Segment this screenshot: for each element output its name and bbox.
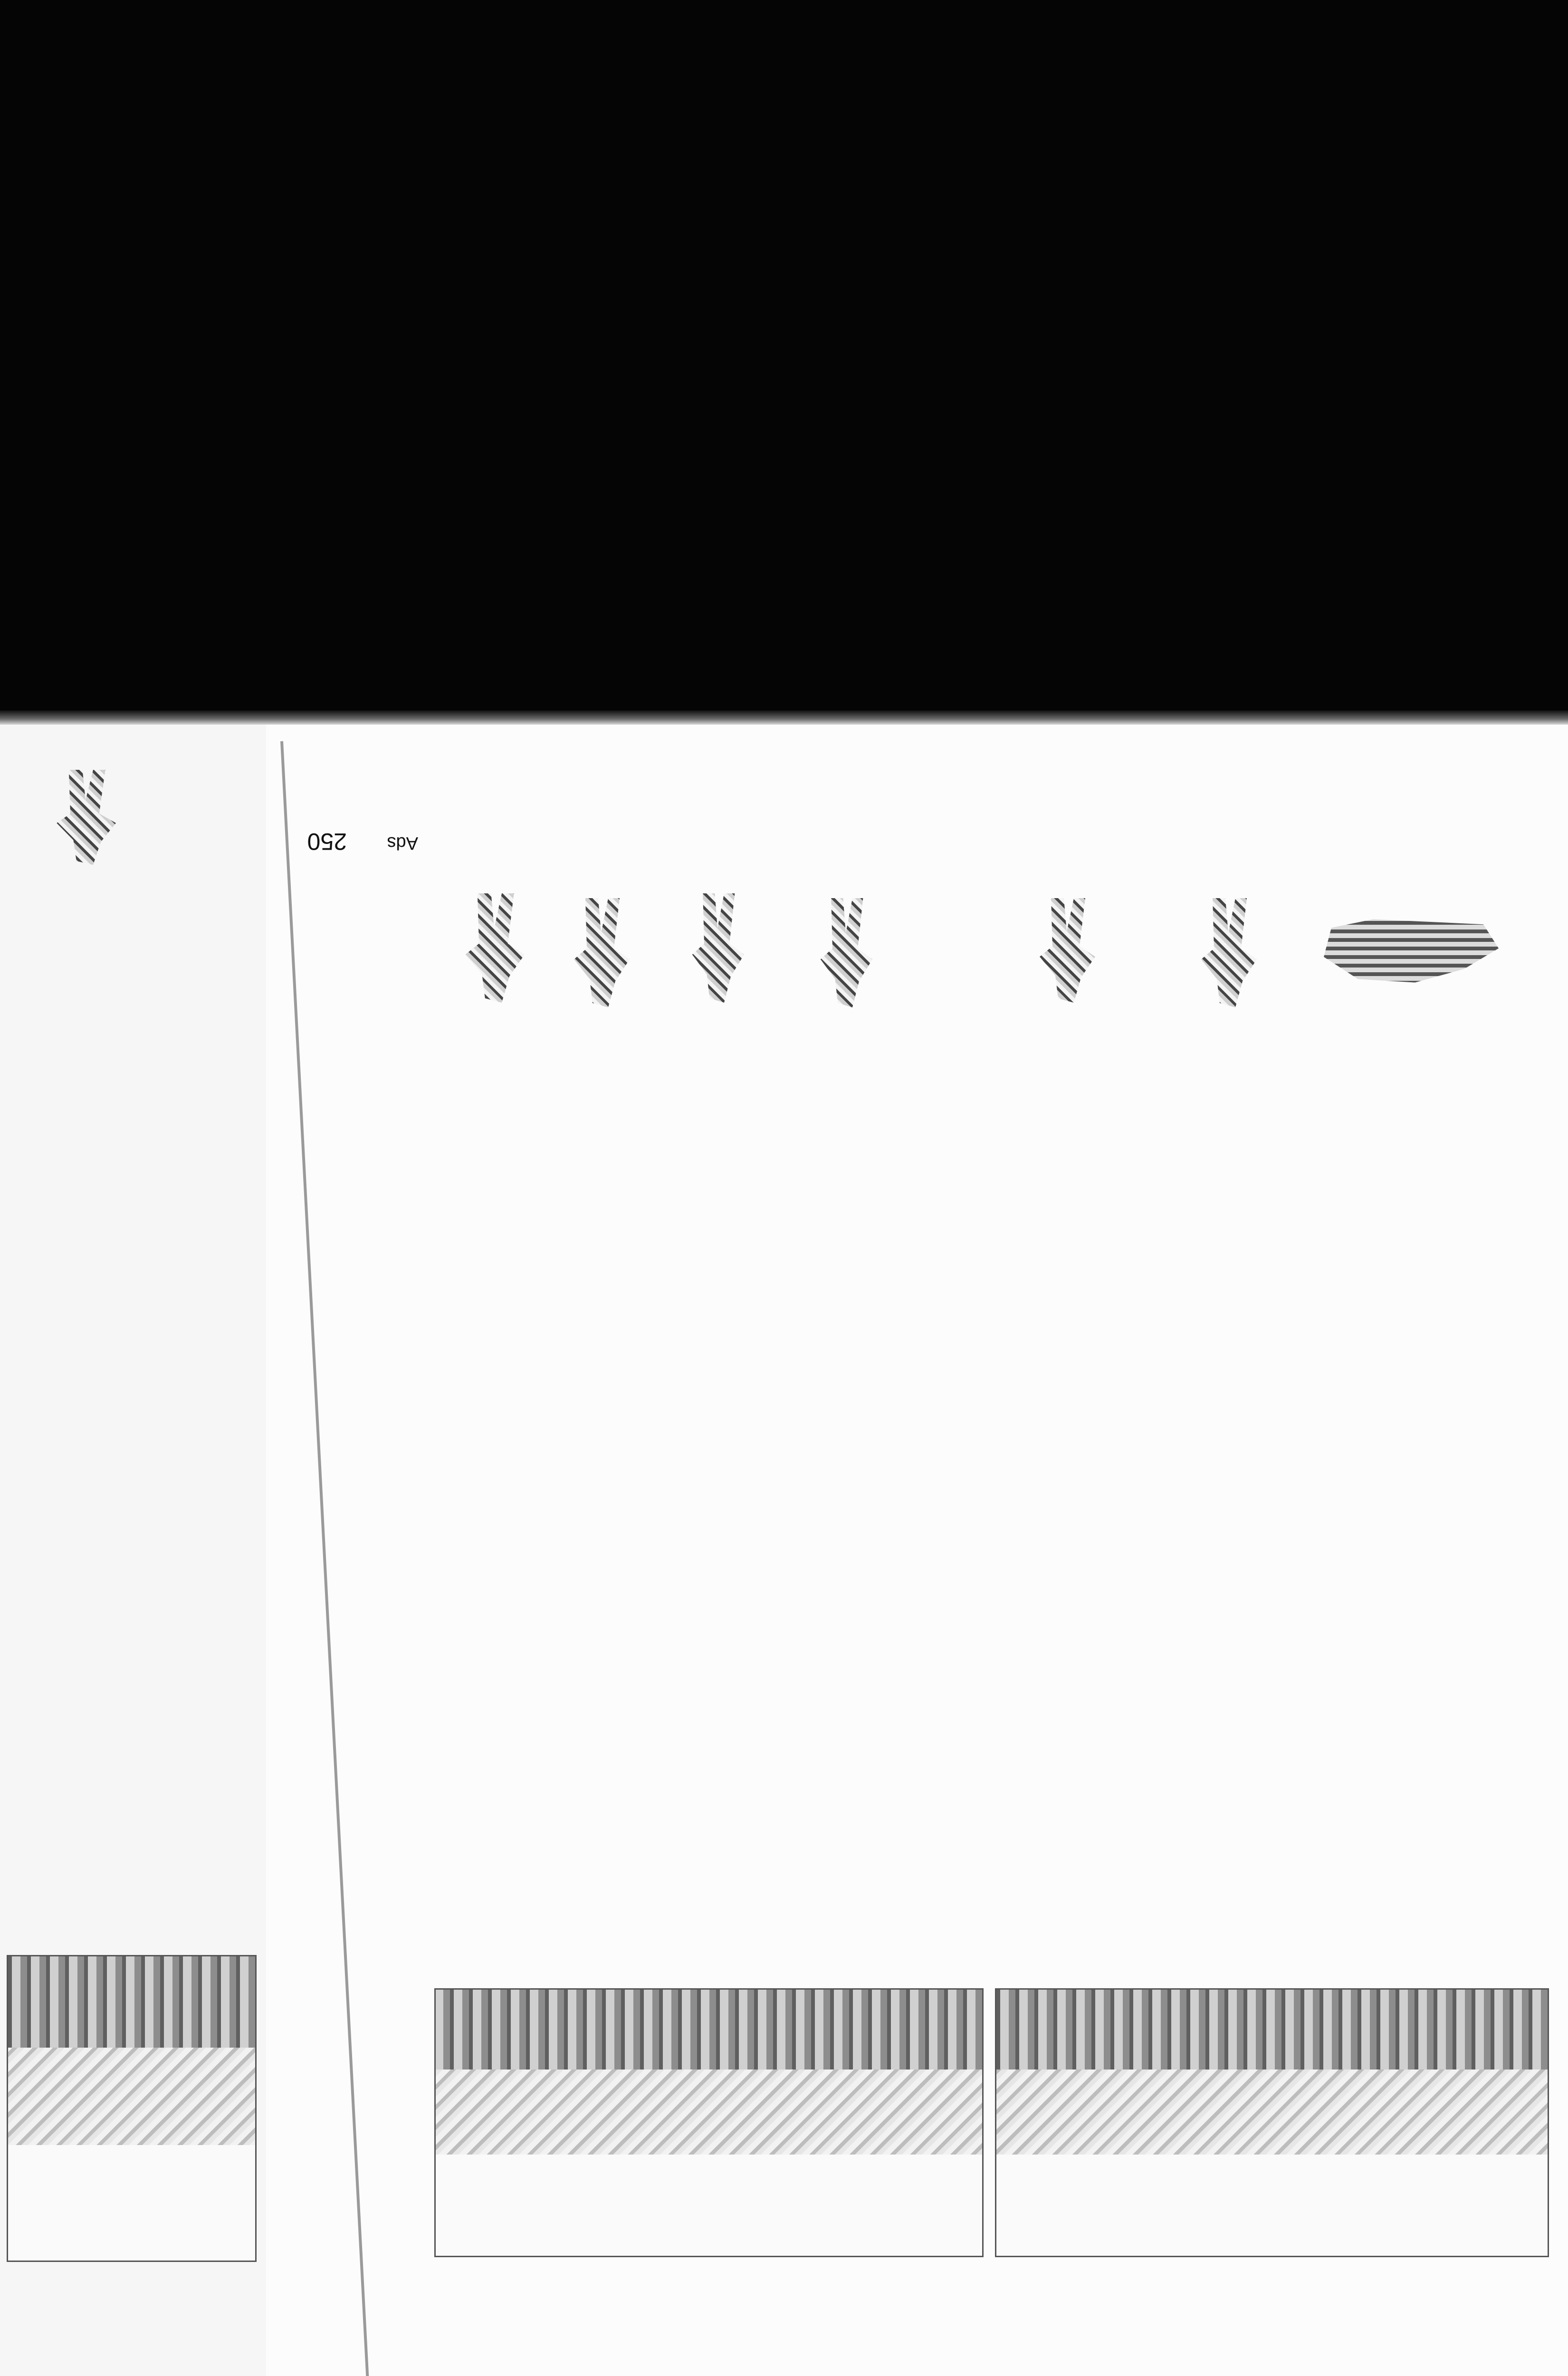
scanner-background (0, 0, 1568, 718)
photo-cutout-person (813, 898, 879, 1007)
frank-maister-text (1007, 1017, 1535, 1255)
strip-photo-cutout (48, 770, 124, 865)
adjacent-page-strip (0, 725, 266, 2376)
photo-cutout-person (456, 893, 532, 1003)
pete-forsstrom-text (451, 1316, 974, 1849)
group-photo-left (434, 1988, 984, 2257)
page-number: 250 (307, 828, 347, 855)
photo-cutout-person (684, 893, 751, 1003)
strip-photo (7, 1955, 257, 2262)
section-label: Ads (387, 833, 418, 853)
photo-cutout-car (1316, 912, 1506, 998)
strip-body-text (5, 946, 252, 1944)
group-photo-right (995, 1988, 1549, 2257)
scan-edge (0, 710, 1568, 725)
photo-cutout-person (1193, 898, 1264, 1007)
photo-cutout-person (565, 898, 637, 1007)
john-cobb-text (1007, 1307, 1535, 1849)
aaron-bercovicz-text (451, 1017, 974, 1259)
photo-cutout-person (1031, 898, 1102, 1003)
yearbook-page (266, 725, 1568, 2376)
